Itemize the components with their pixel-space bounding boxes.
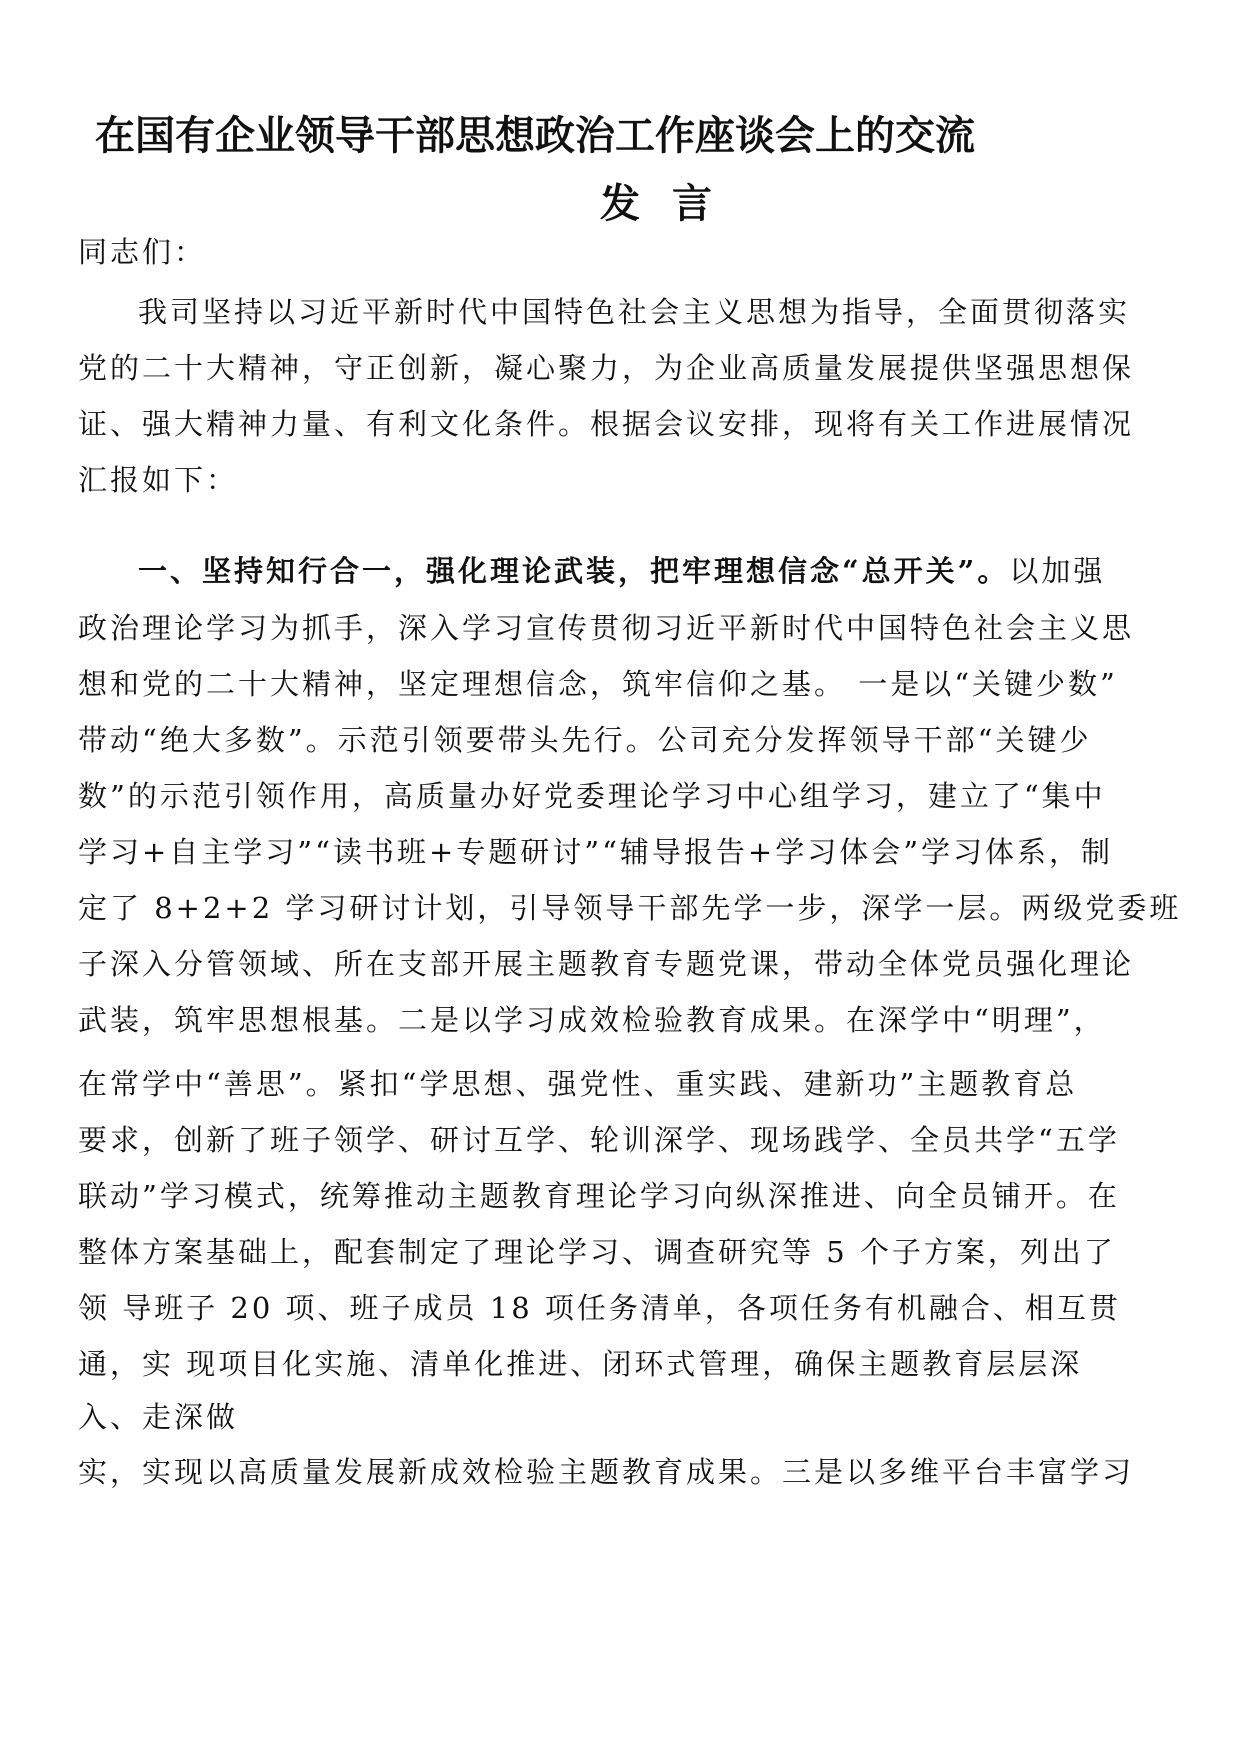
section1-line-1: 政治理论学习为抓手，深入学习宣传贯彻习近平新时代中国特色社会主义思 (78, 611, 1135, 645)
section1-heading: 一、坚持知行合一，强化理论武装，把牢理想信念“总开关”。 (138, 554, 1010, 588)
section1-line-16: 实，实现以高质量发展新成效检验主题教育成果。三是以多维平台丰富学习 (78, 1455, 1135, 1489)
section1-line-14: 通，实 现项目化实施、清单化推进、闭环式管理，确保主题教育层层深 (78, 1347, 1083, 1381)
section1-line-5: 学习+自主学习”“读书班+专题研讨”“辅导报告+学习体会”学习体系，制 (78, 835, 1114, 869)
section1-heading-line (138, 551, 1105, 591)
intro-line-1: 我司坚持以习近平新时代中国特色社会主义思想为指导，全面贯彻落实 (138, 295, 1131, 329)
section1-line-3: 带动“绝大多数”。示范引领要带头先行。公司充分发挥领导干部“关键少 (78, 723, 1092, 757)
section1-line-6: 定了 8+2+2 学习研讨计划，引导领导干部先学一步，深学一层。两级党委班 (78, 891, 1182, 925)
section1-line-9: 在常学中“善思”。紧扣“学思想、强党性、重实践、建新功”主题教育总 (78, 1067, 1078, 1101)
document-title-line-2: 发言 (600, 181, 744, 227)
greeting: 同志们： (78, 235, 207, 269)
intro-line-4: 汇报如下： (78, 463, 239, 497)
section1-line-7: 子深入分管领域、所在支部开展主题教育专题党课，带动全体党员强化理论 (78, 947, 1135, 981)
section1-heading-tail: 以加强 (1009, 554, 1106, 588)
section1-line-13: 领 导班子 20 项、班子成员 18 项任务清单，各项任务有机融合、相互贯 (78, 1291, 1121, 1325)
section1-line-11: 联动”学习模式，统筹推动主题教育理论学习向纵深推进、向全员铺开。在 (78, 1179, 1120, 1213)
section1-line-8: 武装，筑牢思想根基。二是以学习成效检验教育成果。在深学中“明理”， (78, 1003, 1106, 1037)
section1-line-12: 整体方案基础上，配套制定了理论学习、调查研究等 5 个子方案，列出了 (78, 1235, 1116, 1269)
section1-line-4: 数”的示范引领作用，高质量办好党委理论学习中心组学习，建立了“集中 (78, 779, 1106, 813)
intro-line-3: 证、强大精神力量、有利文化条件。根据会议安排，现将有关工作进展情况 (78, 407, 1135, 441)
section1-line-15: 入、走深做 (78, 1400, 239, 1434)
section1-line-2: 想和党的二十大精神，坚定理想信念，筑牢信仰之基。 一是以“关键少数” (78, 667, 1118, 701)
intro-line-2: 党的二十大精神，守正创新，凝心聚力，为企业高质量发展提供坚强思想保 (78, 351, 1135, 385)
section1-line-10: 要求，创新了班子领学、研讨互学、轮训深学、现场践学、全员共学“五学 (78, 1123, 1120, 1157)
document-title-line-1: 在国有企业领导干部思想政治工作座谈会上的交流 (95, 113, 975, 159)
